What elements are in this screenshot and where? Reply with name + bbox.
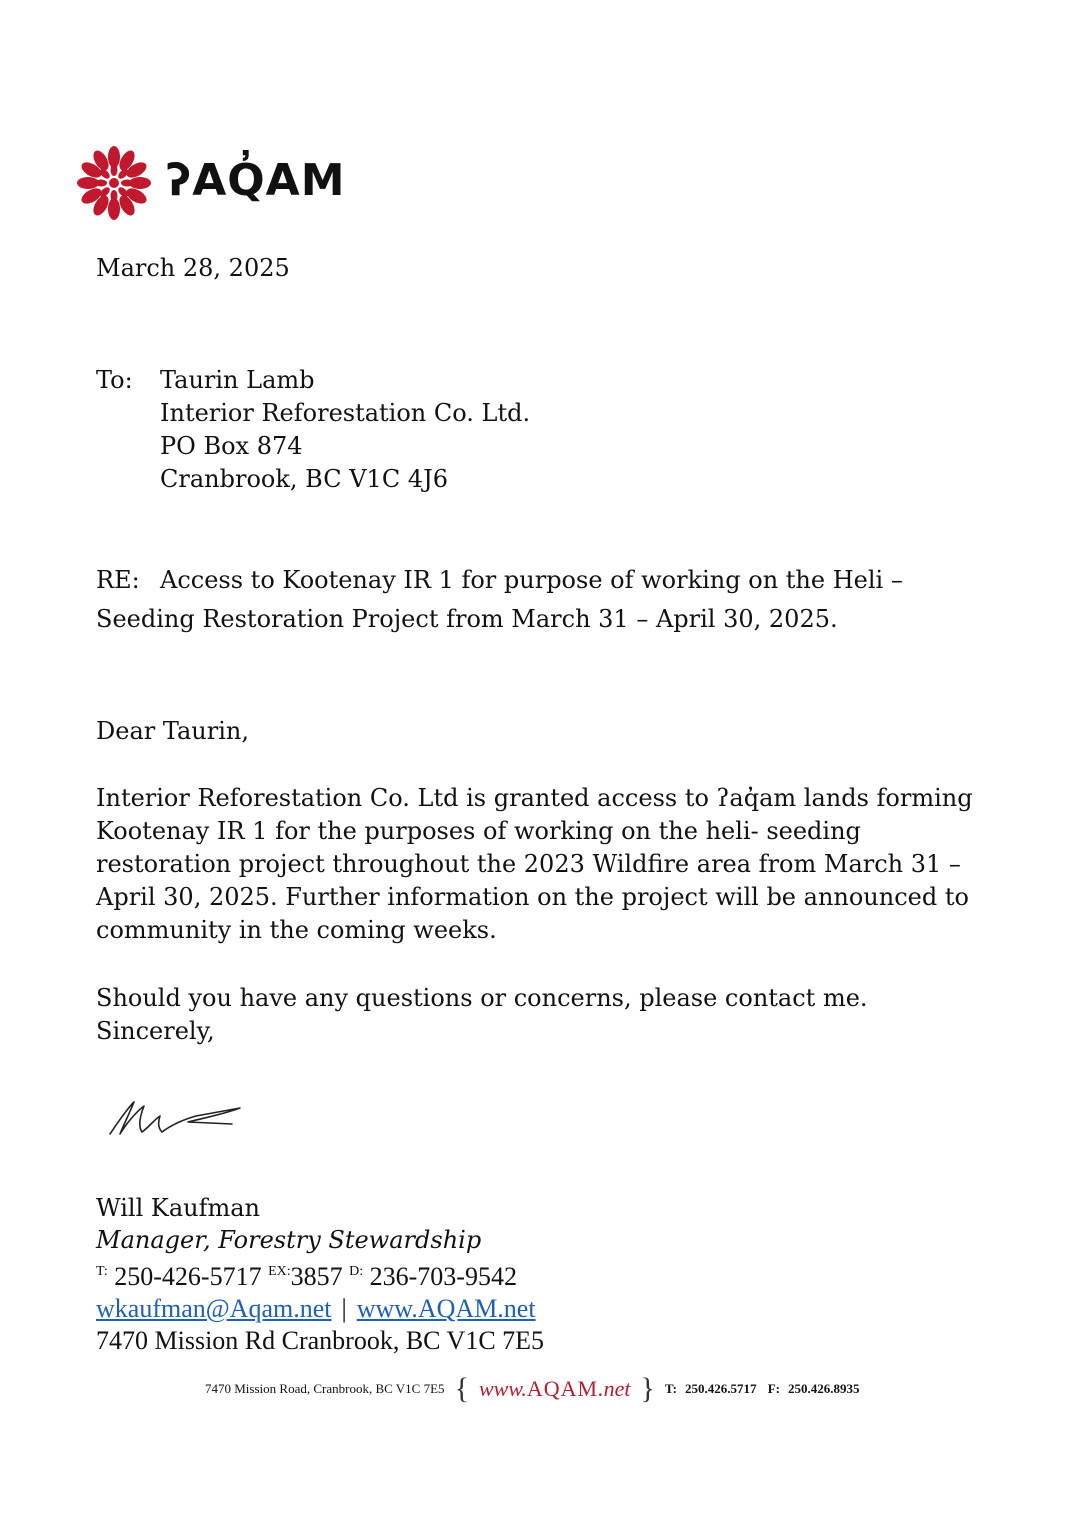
signature-block	[96, 1192, 544, 1357]
website-link[interactable]: www.AQAM.net	[356, 1294, 536, 1323]
to-label: To:	[96, 366, 133, 394]
footer-fax-label: F:	[767, 1381, 780, 1396]
letter-date: March 28, 2025	[96, 254, 290, 282]
re-label: RE:	[96, 566, 140, 594]
re-subject-line-1: Access to Kootenay IR 1 for purpose of working on the Heli –	[160, 566, 903, 594]
footer-right-brace: }	[640, 1372, 655, 1405]
direct-number: 236-703-9542	[369, 1262, 517, 1291]
aqam-wordmark: ʔAQ̓AM	[166, 155, 346, 206]
signer-links-line	[96, 1293, 544, 1325]
closing	[96, 982, 868, 1048]
email-link[interactable]: wkaufman@Aqam.net	[96, 1294, 332, 1323]
signer-title: Manager, Forestry Stewardship	[96, 1226, 482, 1254]
footer-phone: 250.426.5717	[684, 1381, 757, 1396]
footer-website	[479, 1376, 631, 1402]
handwritten-signature	[104, 1094, 244, 1140]
link-separator: |	[341, 1294, 347, 1323]
ext-label: EX:	[268, 1264, 291, 1279]
footer-contact	[665, 1381, 868, 1397]
closing-sincerely: Sincerely,	[96, 1017, 215, 1045]
aqam-flower-logo-icon	[74, 143, 154, 223]
recipient-name: Taurin Lamb	[160, 366, 315, 394]
signer-name: Will Kaufman	[96, 1194, 261, 1222]
direct-label: D:	[349, 1264, 364, 1279]
footer-phone-label: T:	[664, 1381, 677, 1396]
footer-web-prefix: www.	[478, 1376, 527, 1401]
footer-address: 7470 Mission Road, Cranbrook, BC V1C 7E5	[205, 1381, 445, 1396]
signer-phone-line	[96, 1256, 544, 1293]
salutation: Dear Taurin,	[96, 717, 249, 745]
re-subject-line-2: Seeding Restoration Project from March 31 – April 30, 2025.	[96, 605, 838, 633]
letterhead-footer	[205, 1372, 905, 1406]
footer-web-brand: AQAM	[526, 1376, 599, 1401]
body-paragraph: Interior Reforestation Co. Ltd is granted access to ʔaq̓am lands forming Kootenay IR 1 for the purposes of working on the heli- seeding restoration project throughout the 2023 Wildfire area from March 31 – April 30, 2025. Further information on the project will be announced to community in the coming weeks.	[96, 784, 973, 944]
recipient-company: Interior Reforestation Co. Ltd.	[160, 399, 531, 427]
signer-address: 7470 Mission Rd Cranbrook, BC V1C 7E5	[96, 1326, 545, 1355]
footer-fax: 250.426.8935	[787, 1381, 860, 1396]
footer-web-suffix: .net	[598, 1376, 631, 1401]
phone-number: 250-426-5717	[114, 1262, 262, 1291]
recipient-po-box: PO Box 874	[160, 432, 303, 460]
footer-left-brace: {	[454, 1372, 469, 1405]
ext-number: 3857	[290, 1262, 343, 1291]
phone-label: T:	[96, 1264, 108, 1279]
recipient-city: Cranbrook, BC V1C 4J6	[160, 465, 448, 493]
recipient-address	[160, 364, 530, 496]
closing-question-line: Should you have any questions or concerns, please contact me.	[96, 984, 868, 1012]
